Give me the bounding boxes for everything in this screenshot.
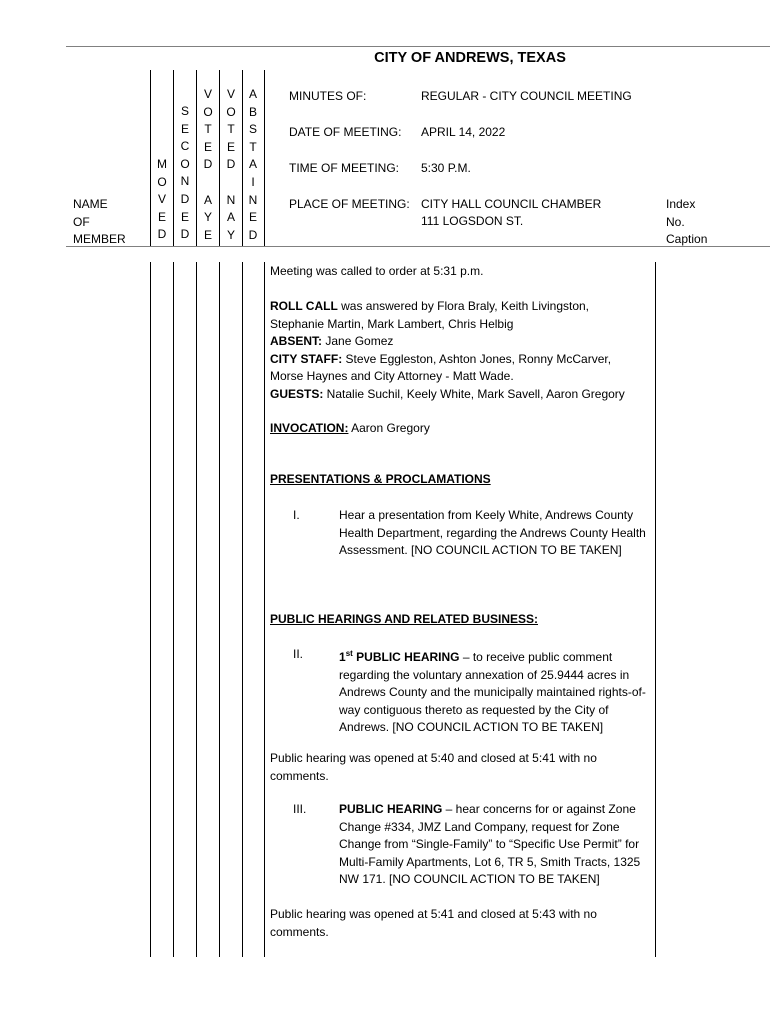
body-column-divider (219, 262, 220, 957)
presentations-heading: PRESENTATIONS & PROCLAMATIONS (270, 472, 491, 486)
of-label: OF (73, 214, 90, 229)
item-1-text: Hear a presentation from Keely White, Andrews County Health Department, regarding the Andrews County Health Assessment. [NO COUNCIL ACTION TO BE TAKEN] (339, 508, 646, 557)
item-3-text: PUBLIC HEARING – hear concerns for or against Zone Change #334, JMZ Land Company, request for Zone Change from “Single-Family” to “Specific Use Permit” for Multi-Family Apartments, Lot 6, TR 5, Smith Tracts, 1325 NW 171. [NO COUNCIL ACTION TO BE TAKEN] (339, 802, 641, 886)
invocation-text: Aaron Gregory (348, 421, 430, 435)
index-label: Index (666, 197, 696, 211)
absent-text: Jane Gomez (322, 334, 394, 348)
name-of-member-label (73, 196, 126, 249)
moved-column-header: M O V E D (157, 157, 167, 242)
place-of-meeting-value (421, 196, 601, 230)
city-staff-text: Steve Eggleston, Ashton Jones, Ronny McCarver, (342, 351, 612, 366)
no-label: No. (666, 214, 685, 229)
header-column-divider (219, 70, 220, 247)
roll-call-section (270, 298, 650, 403)
header-bottom-rule (66, 246, 770, 247)
minutes-of-value: REGULAR - CITY COUNCIL MEETING (421, 89, 632, 103)
time-of-meeting-value: 5:30 P.M. (421, 161, 471, 175)
index-caption-label (666, 196, 707, 249)
item-2-text: 1st PUBLIC HEARING – to receive public comment regarding the voluntary annexation of 25.9444 acres in Andrews County and the municipally maintained rights-of-way contiguous thereto as requested by the City of Andrews. [NO COUNCIL ACTION TO BE TAKEN] (339, 649, 646, 734)
minutes-of-label: MINUTES OF: (289, 89, 367, 103)
body-column-divider (242, 262, 243, 957)
invocation (270, 420, 650, 438)
top-rule (66, 46, 770, 47)
hearing-2-result: Public hearing was opened at 5:41 and closed at 5:43 with no comments. (270, 907, 597, 939)
index-column-divider (655, 262, 656, 957)
place-line-2: 111 LOGSDON ST. (421, 214, 524, 228)
city-staff-text-2: Morse Haynes and City Attorney - Matt Wade. (270, 369, 514, 383)
header-column-divider (264, 70, 265, 247)
guests-text: Natalie Suchil, Keely White, Mark Savell, Aaron Gregory (323, 386, 625, 401)
member-label: MEMBER (73, 232, 126, 246)
body-column-divider (150, 262, 151, 957)
item-2-number: II. (293, 647, 304, 661)
city-staff-label: CITY STAFF: (270, 351, 343, 366)
place-line-1: CITY HALL COUNCIL CHAMBER (421, 197, 602, 211)
roll-call-label: ROLL CALL (270, 299, 338, 313)
abstained-column-header: A B S T A I N E D (248, 87, 258, 242)
seconded-column-header: S E C O N D E D (180, 104, 190, 242)
header-column-divider (150, 70, 151, 247)
date-of-meeting-value: APRIL 14, 2022 (421, 125, 506, 139)
name-label: NAME (73, 197, 108, 211)
roll-call-text-2: Stephanie Martin, Mark Lambert, Chris Helbig (270, 316, 514, 331)
public-hearings-heading: PUBLIC HEARINGS AND RELATED BUSINESS: (270, 612, 539, 626)
date-of-meeting-label: DATE OF MEETING: (289, 125, 402, 139)
absent-label: ABSENT: (270, 334, 323, 348)
guests-label: GUESTS: (270, 386, 324, 401)
voted-aye-column-header: V O T E D A Y E (203, 87, 213, 242)
page-title: CITY OF ANDREWS, TEXAS (374, 50, 566, 66)
item-1-number: I. (293, 508, 300, 522)
called-to-order: Meeting was called to order at 5:31 p.m. (270, 264, 484, 278)
body-column-divider (264, 262, 265, 957)
voted-nay-column-header: V O T E D N A Y (226, 87, 236, 242)
place-of-meeting-label: PLACE OF MEETING: (289, 197, 410, 211)
header-column-divider (242, 70, 243, 247)
body-column-divider (173, 262, 174, 957)
body-column-divider (196, 262, 197, 957)
header-column-divider (196, 70, 197, 247)
caption-label: Caption (666, 232, 708, 246)
hearing-1-result: Public hearing was opened at 5:40 and closed at 5:41 with no comments. (270, 751, 597, 783)
roll-call-text: was answered by Flora Braly, Keith Livingston, (337, 299, 590, 313)
header-column-divider (173, 70, 174, 247)
time-of-meeting-label: TIME OF MEETING: (289, 161, 399, 175)
invocation-label: INVOCATION: (270, 421, 349, 435)
item-3-number: III. (293, 802, 307, 816)
